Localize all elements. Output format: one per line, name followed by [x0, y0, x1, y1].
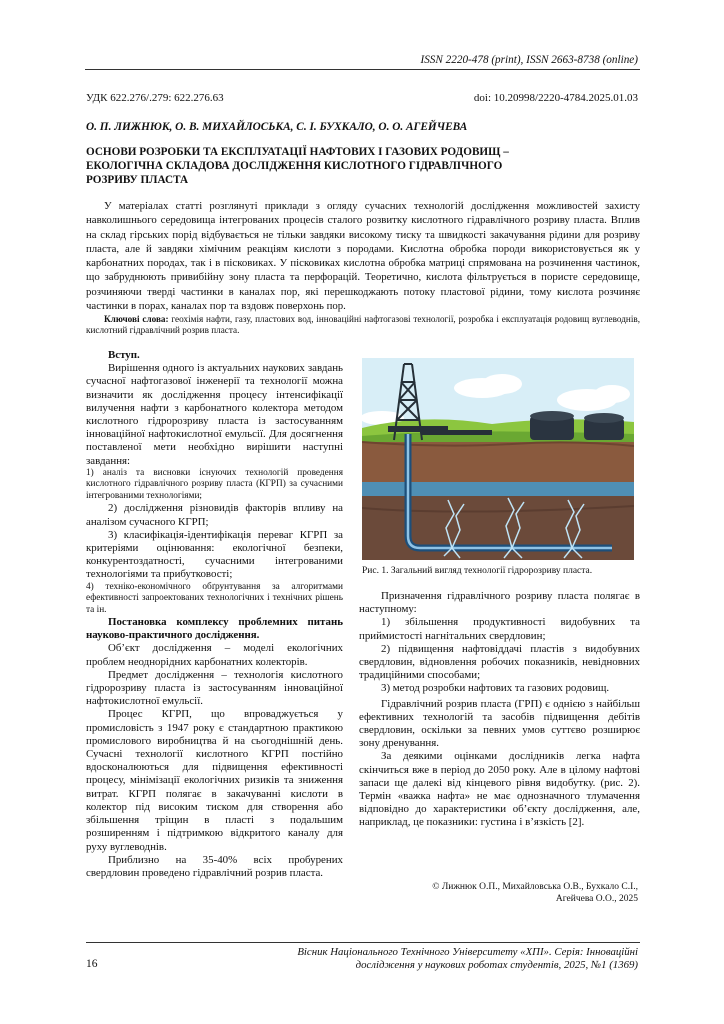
copyright-line: Агейчева О.О., 2025: [555, 894, 638, 904]
purpose-item: 2) підвищення нафтовіддачі пластів з видобувних свердловин, відновлення робочих показників, невідновних традиційними способами;: [359, 642, 640, 682]
header-rule: [85, 69, 640, 70]
task-item: 1) аналіз та висновки існуючих технологій проведення кислотного гідравлічного розриву пласта (КГРП) за сучасними інтегрованими технологіями;: [86, 467, 343, 501]
footer-rule: [86, 942, 640, 943]
title-line: ОСНОВИ РОЗРОБКИ ТА ЕКСПЛУАТАЦІЇ НАФТОВИХ І ГАЗОВИХ РОДОВИЩ –: [86, 146, 509, 158]
journal-reference: [220, 946, 638, 972]
keywords-text: геохімія нафти, газу, пластових вод, інноваційні нафтогазові технології, розробка і експлуатація родовищ вуглеводнів, кислотний гідравлічний розрив пласта.: [86, 314, 641, 336]
right-column: [359, 590, 640, 830]
purpose-item: 1) збільшення продуктивності видобувних та приймистості нагнітальних свердловин;: [359, 616, 640, 642]
task-item: 3) класифікація-ідентифікація переваг КГРП за критеріями оцінювання: екологічної безпеки, конкурентоздатності, сучасними інтегрованими технологіями та прибутковості;: [86, 528, 343, 581]
issn-line: ISSN 2220-478 (print), ISSN 2663-8738 (online): [420, 54, 638, 66]
copyright-line: © Лижнюк О.П., Михайловська О.В., Бухкало С.І.,: [432, 882, 638, 892]
keywords-label: Ключові слова:: [104, 314, 169, 324]
purpose-paragraph: Призначення гідравлічного розриву пласта полягає в наступному:: [359, 590, 640, 616]
abstract-text: У матеріалах статті розглянуті приклади з огляду сучасних технологій дослідження можливостей захисту навколишнього середовища інтегрованих процесів сталого розвитку кислотного гідравлічного розриву пласта. Вплив на склад гірських порід відбувається не тільки завдяки високому тиску та швидкості закачування рідини для розриву пласта, але й завдяки хімічним реакціям кислоти з породами. Кислотна обробка породи використовується як у карбонатних породах, так і в пісковиках. У пісковиках кислотна обробка матриці спрямована на розчинення частинок, що забруднюють привибійну зону пласта та перфорацій. Теоретично, кислота фільтрується в пористе середовище, розчиняючи тверді частинки в каналах пор, які перешкоджають потоку пластової рідини, тому кислота розчиняє частинки в порах, каналах пор та вздовж поверхонь пор.: [86, 200, 640, 313]
process-paragraph: Процес КГРП, що впроваджується у промисловість з 1947 року є стандартною практикою промислового виробництва й на сьогоднішній день. Сучасні технології кислотного КГРП постійно вдосконалюються для підвищення ефективності процесу, мінімізації екологічних ризиків та зниження витрат. КГРП полягає в закачуванні кислоти в колектор під високим тиском для створення або збільшення тріщин в пласті з подальшим розширенням і підтримкою відкритого каналу для руху вуглеводнів.: [86, 708, 343, 853]
task-item: 4) техніко-економічного обґрунтування за алгоритмами ефективності запроектованих технологічних і технічних рішень та ін.: [86, 581, 343, 615]
paper-title: [86, 145, 576, 187]
subject-paragraph: Предмет дослідження – технологія кислотного гідророзриву пласта із застосуванням інноваційної нафтокислотної емульсії.: [86, 668, 343, 708]
journal-line: Вісник Національного Технічного Університету «ХПІ». Серія: Інноваційні: [297, 946, 638, 958]
authors: О. П. ЛИЖНЮК, О. В. МИХАЙЛОСЬКА, С. І. БУХКАЛО, О. О. АГЕЙЧЕВА: [86, 121, 468, 133]
title-line: ЕКОЛОГІЧНА СКЛАДОВА ДОСЛІДЖЕННЯ КИСЛОТНОГО ГІДРАВЛІЧНОГО: [86, 160, 503, 172]
task-item: 2) дослідження різновидів факторів впливу на аналізом сучасного КГРП;: [86, 502, 343, 528]
page-number: 16: [86, 958, 98, 970]
grp-paragraph: Гідравлічний розрив пласта (ГРП) є однією з найбільш ефективних технологій та засобів підвищення дебітів свердловин, оскільки за певних умов суттєво розширює зону дренування.: [359, 697, 640, 750]
percent-paragraph: Приблизно на 35-40% всіх пробурених свердловин проведено гідравлічний розрив пласта.: [86, 853, 343, 879]
title-line: РОЗРИВУ ПЛАСТА: [86, 174, 189, 186]
intro-heading: Вступ.: [108, 349, 140, 361]
hydraulic-fracturing-icon: [362, 358, 634, 560]
estimate-paragraph: За деякими оцінками дослідників легка нафта скінчиться вже в період до 2050 року. Але в цілому нафтові запаси ще далекі від кінцевого рівня видобутку. (рис. 2). Термін «важка нафта» не має однозначного тлумачення відповідно до характеристики об’єкту дослідження, але, наприклад, це показники: густина і в’язкість [2].: [359, 750, 640, 829]
journal-line: дослідження у наукових роботах студентів, 2025, №1 (1369): [355, 959, 638, 972]
copyright-notice: [362, 881, 638, 905]
figure-caption: Рис. 1. Загальний вигляд технології гідророзриву пласта.: [362, 566, 593, 576]
purpose-item: 3) метод розробки нафтових та газових родовищ.: [381, 682, 610, 695]
fracturing-figure: [362, 358, 634, 560]
doi-link[interactable]: doi: 10.20998/2220-4784.2025.01.03: [473, 92, 638, 104]
object-paragraph: Об’єкт дослідження – моделі екологічних проблем неоднорідних карбонатних колекторів.: [86, 642, 343, 668]
udk-code: УДК 622.276/.279: 622.276.63: [86, 92, 224, 104]
problem-heading: Постановка комплексу проблемних питань науково-практичного дослідження.: [86, 616, 343, 642]
intro-paragraph: Вирішення одного із актуальних наукових завдань сучасної нафтогазової інженерії та технології можна визначити як дослідження процесу інтенсифікації вилучення нафти з карбонатного колектора методом кислотного гідророзриву пласта із застосуванням інноваційної нафтокислотної емульсії. Для досягнення поставленої мети необхідно вирішити наступні завдання:: [86, 362, 343, 467]
left-column: [86, 349, 343, 880]
keywords: [86, 314, 640, 337]
abstract: [86, 199, 640, 313]
